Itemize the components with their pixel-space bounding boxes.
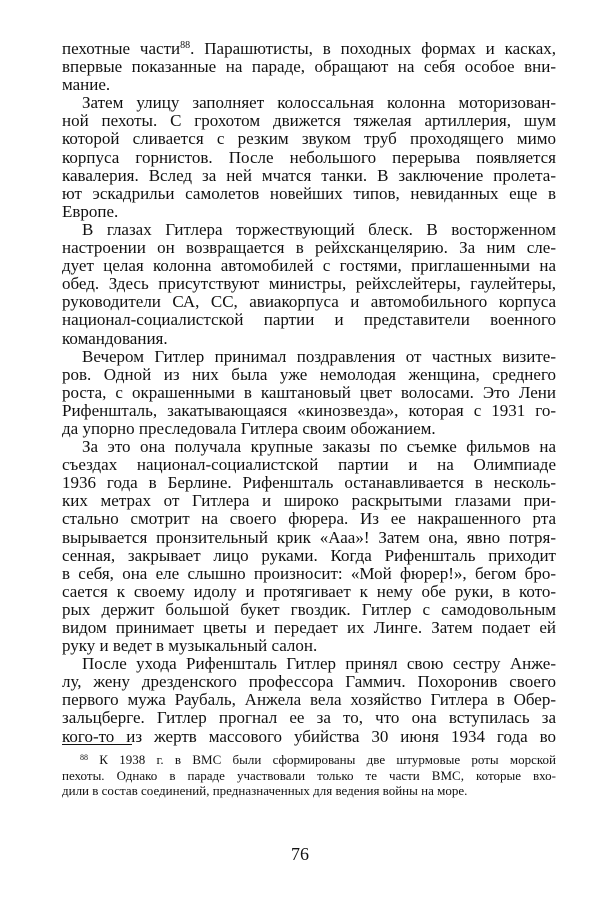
text-line: сается к своему идолу и протягивает к нему обе руки, в кото- [62, 582, 556, 601]
footnote-line: дили в состав соединений, предназначенных для ведения войны на море. [62, 783, 468, 798]
text-line: вырывается пронзительный крик «Ааа»! Затем она, явно потря- [62, 528, 556, 547]
text-line: ров. Одной из них была уже немолодая женщина, среднего [62, 365, 556, 384]
text-line: дует целая колонна автомобилей с гостями, приглашенными на [62, 257, 556, 276]
page-number: 76 [291, 844, 309, 864]
text-line: Вечером Гитлер принимал поздравления от частных визите- [82, 347, 556, 366]
text-line: После ухода Рифеншталь Гитлер принял свою сестру Анже- [82, 655, 556, 674]
text-line: лу, жену дрезденского профессора Гаммич. Похоронив своего [62, 673, 556, 692]
text-line: которой сливается с резким звуком труб проходящего мимо [62, 130, 556, 149]
text-line: первого мужа Раубаль, Анжела вела хозяйство Гитлера в Обер- [62, 691, 556, 710]
footnote-marker: 88 [80, 753, 88, 762]
text-line: ких метрах от Гитлера и широко раскрытыми глазами при- [62, 492, 556, 511]
text-line: ют эскадрильи самолетов новейших типов, невиданных еще в [62, 184, 556, 203]
body-text [62, 40, 556, 746]
text-line: в себя, она еле слышно произносит: «Мой фюрер!», бегом бро- [62, 564, 556, 583]
text-line: пехотные части$^{88}$. Парашютисты, в походных формах и касках, [62, 40, 556, 58]
text-line: рых держит большой букет гвоздик. Гитлер с самодовольным [62, 600, 556, 619]
text-line: обед. Здесь присутствуют министры, рейхслейтеры, гаулейтеры, [62, 275, 556, 294]
text-line: В глазах Гитлера торжествующий блеск. В восторженном [82, 220, 556, 239]
footnote [62, 752, 556, 799]
text-line: да упорно преследовала Гитлера своим обожанием. [62, 419, 436, 438]
text-line: съездах национал-социалистской партии и на Олимпиаде [62, 456, 556, 475]
text-line: руку и ведет в музыкальный салон. [62, 637, 318, 656]
text-line: видом принимает цветы и передает их Линге. Затем подает ей [62, 619, 556, 637]
text-line: Затем улицу заполняет колоссальная колонна моторизован- [82, 94, 556, 113]
text-line: корпуса горнистов. После небольшого перерыва появляется [62, 148, 556, 167]
footnote-reference: 88 [180, 40, 191, 51]
text-line: зальцберге. Гитлер прогнал ее за то, что она вступилась за [62, 709, 556, 728]
text-line: Европе. [62, 202, 119, 221]
text-line: роста, с окрашенными в каштановый цвет волосами. Это Лени [62, 383, 556, 402]
text-line: национал-социалистской партии и представители военного [62, 311, 556, 330]
footnote-line: $^{88}$ К 1938 г. в ВМС были сформированы две штурмовые роты морской [80, 752, 556, 767]
text-line: Рифеншталь, закатывающаяся «кинозвезда», которая с 1931 го- [62, 401, 556, 420]
text-line: командования. [62, 329, 168, 348]
text-line: сенная, закрывает лицо руками. Когда Рифеншталь приходит [62, 546, 556, 565]
text-line: стально смотрит на своего фюрера. Из ее накрашенного рта [62, 510, 556, 529]
text-line: мание. [62, 76, 111, 95]
text-line: кавалерия. Вслед за ней мчатся танки. В заключение пролета- [62, 166, 556, 185]
text-line: 1936 года в Берлине. Рифеншталь останавливается в несколь- [62, 474, 556, 493]
text-line: кого-то из жертв массового убийства 30 июня 1934 года во [62, 727, 556, 746]
footnote-separator [62, 744, 132, 745]
text-line: настроении он возвращается в рейхсканцелярию. За ним сле- [62, 239, 556, 258]
text-line: впервые показанные на параде, обращают на себя особое вни- [62, 58, 556, 77]
text-line: руководители СА, СС, авиакорпуса и автомобильного корпуса [62, 293, 556, 312]
footnote-line: пехоты. Однако в параде участвовали только те части ВМС, которые вхо- [62, 767, 556, 783]
text-line: ной пехоты. С грохотом движется тяжелая артиллерия, шум [62, 112, 556, 131]
text-line: За это она получала крупные заказы по съемке фильмов на [82, 438, 556, 457]
